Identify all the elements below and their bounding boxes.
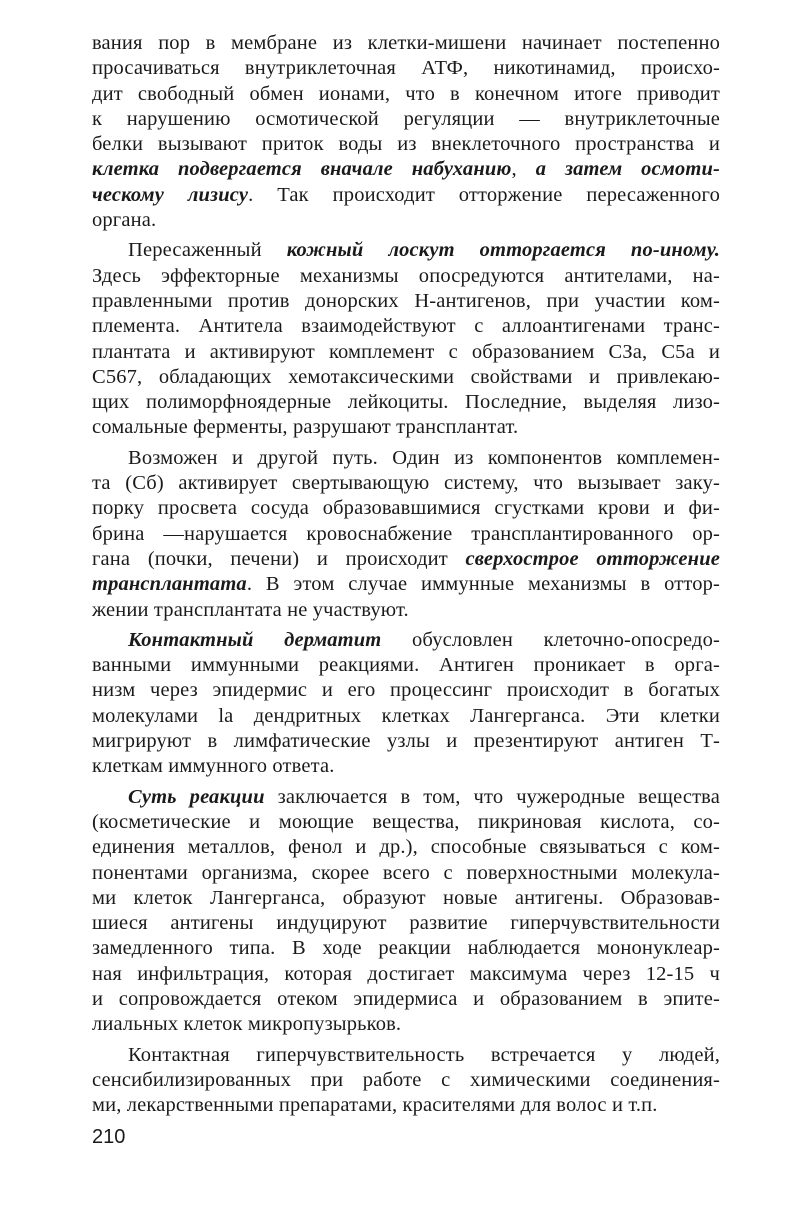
text-line	[92, 835, 720, 860]
text-run: дит свободный обмен ионами, что в конечном итоге приводит	[92, 82, 720, 105]
emphasized-text: ческому лизису	[92, 183, 249, 206]
paragraph	[92, 785, 720, 1038]
text-run: ми, лекарственными препаратами, красителями для волос и т.п.	[92, 1094, 658, 1117]
text-line	[92, 471, 720, 496]
text-run: ми клеток Лангерганса, образуют новые антигены. Образовав-	[92, 886, 720, 909]
emphasized-text: Контактный дерматит	[128, 628, 382, 651]
paragraph	[92, 238, 720, 440]
text-line	[92, 132, 720, 157]
text-run: органа.	[92, 209, 157, 232]
text-line	[92, 238, 720, 263]
text-run: белки вызывают приток воды из внеклеточного пространства и	[92, 133, 720, 156]
text-run: мигрируют в лимфатические узлы и презентируют антиген Т-	[92, 730, 720, 753]
text-line	[92, 729, 720, 754]
emphasized-text: трансплантата	[92, 573, 247, 596]
text-line	[92, 31, 720, 56]
emphasized-text: сверхострое отторжение	[465, 547, 720, 570]
text-run: замедленного типа. В ходе реакции наблюдается мононуклеар-	[92, 937, 720, 960]
text-line	[92, 183, 720, 208]
text-line	[92, 653, 720, 678]
text-run: понентами организма, скорее всего с поверхностными молекула-	[92, 861, 720, 884]
text-run: лиальных клеток микропузырьков.	[92, 1013, 402, 1036]
text-run: вания пор в мембране из клетки-мишени начинает постепенно	[92, 32, 720, 54]
text-line	[92, 572, 720, 597]
text-run: Контактная гиперчувствительность встречается у людей,	[128, 1043, 720, 1066]
text-line	[92, 678, 720, 703]
text-line	[92, 962, 720, 987]
text-line	[92, 415, 720, 440]
text-line	[92, 810, 720, 835]
text-line	[92, 264, 720, 289]
page-body	[92, 31, 720, 1118]
text-run: правленными против донорских Н-антигенов, при участии ком-	[92, 289, 720, 312]
text-run: Возможен и другой путь. Один из компонентов комплемен-	[128, 446, 720, 469]
text-line	[92, 987, 720, 1012]
text-line	[92, 861, 720, 886]
page-number: 210	[92, 1126, 126, 1148]
text-line	[92, 785, 720, 810]
text-run: племента. Антитела взаимодействуют с аллоантигенами транс-	[92, 315, 720, 338]
text-line	[92, 496, 720, 521]
text-run: клеткам иммунного ответа.	[92, 755, 335, 778]
text-line	[92, 547, 720, 572]
text-line	[92, 56, 720, 81]
text-line	[92, 289, 720, 314]
text-run: порку просвета сосуда образовавшимися сгустками крови и фи-	[92, 497, 720, 520]
text-run: ,	[511, 158, 536, 181]
text-run: гана (почки, печени) и происходит	[92, 547, 466, 570]
text-line	[92, 107, 720, 132]
text-run: С567, обладающих хемотаксическими свойствами и привлекаю-	[92, 365, 720, 388]
text-run: щих полиморфноядерные лейкоциты. Последние, выделяя лизо-	[92, 391, 720, 414]
emphasized-text: а затем осмоти-	[535, 158, 720, 181]
text-line	[92, 911, 720, 936]
paragraph	[92, 446, 720, 623]
text-line	[92, 390, 720, 415]
emphasized-text: кожный лоскут отторгается по-иному.	[286, 239, 720, 262]
text-line	[92, 82, 720, 107]
text-run: сомальные ферменты, разрушают трансплантат.	[92, 416, 519, 439]
text-line	[92, 208, 720, 233]
text-run: низм через эпидермис и его процессинг происходит в богатых	[92, 679, 720, 702]
text-run: просачиваться внутриклеточная АТФ, никотинамид, происхо-	[92, 57, 720, 80]
text-run: единения металлов, фенол и др.), способные связываться с ком-	[92, 836, 720, 859]
text-run: ванными иммунными реакциями. Антиген проникает в орга-	[92, 654, 720, 677]
text-line	[92, 598, 720, 623]
text-run: сенсибилизированных при работе с химическими соединения-	[92, 1068, 720, 1091]
text-run: (косметические и моющие вещества, пикриновая кислота, со-	[92, 810, 720, 833]
text-line	[92, 522, 720, 547]
paragraph	[92, 31, 720, 233]
text-run: Пересаженный	[128, 239, 287, 262]
text-line	[92, 365, 720, 390]
text-line	[92, 628, 720, 653]
text-run: шиеся антигены индуцируют развитие гиперчувствительности	[92, 912, 720, 935]
text-run: . В этом случае иммунные механизмы в оттор-	[246, 573, 720, 596]
text-line	[92, 754, 720, 779]
text-run: жении трансплантата не участвуют.	[92, 598, 409, 621]
text-run: молекулами la дендритных клетках Лангерганса. Эти клетки	[92, 704, 720, 727]
text-line	[92, 340, 720, 365]
text-run: та (Сб) активирует свертывающую систему, что вызывает заку-	[92, 472, 720, 495]
text-line	[92, 704, 720, 729]
text-line	[92, 157, 720, 182]
paragraph	[92, 1043, 720, 1119]
text-run: и сопровождается отеком эпидермиса и образованием в эпите-	[92, 987, 720, 1010]
emphasized-text: Суть реакции	[128, 785, 265, 808]
text-run: Здесь эффекторные механизмы опосредуются антителами, на-	[92, 264, 720, 287]
text-line	[92, 936, 720, 961]
text-run: плантата и активируют комплемент с образованием СЗа, С5а и	[92, 340, 720, 363]
emphasized-text: клетка подвергается вначале набуханию	[92, 158, 512, 181]
text-line	[92, 446, 720, 471]
text-line	[92, 1068, 720, 1093]
text-line	[92, 1093, 720, 1118]
text-line	[92, 886, 720, 911]
text-run: обусловлен клеточно-опосредо-	[381, 628, 720, 651]
text-run: заключается в том, что чужеродные вещества	[264, 785, 720, 808]
text-line	[92, 1043, 720, 1068]
text-run: к нарушению осмотической регуляции — внутриклеточные	[92, 107, 720, 130]
text-line	[92, 314, 720, 339]
text-run: . Так происходит отторжение пересаженного	[248, 183, 720, 206]
paragraph	[92, 628, 720, 780]
text-line	[92, 1012, 720, 1037]
text-run: ная инфильтрация, которая достигает максимума через 12-15 ч	[92, 962, 720, 985]
text-run: брина —нарушается кровоснабжение трансплантированного ор-	[92, 522, 720, 545]
